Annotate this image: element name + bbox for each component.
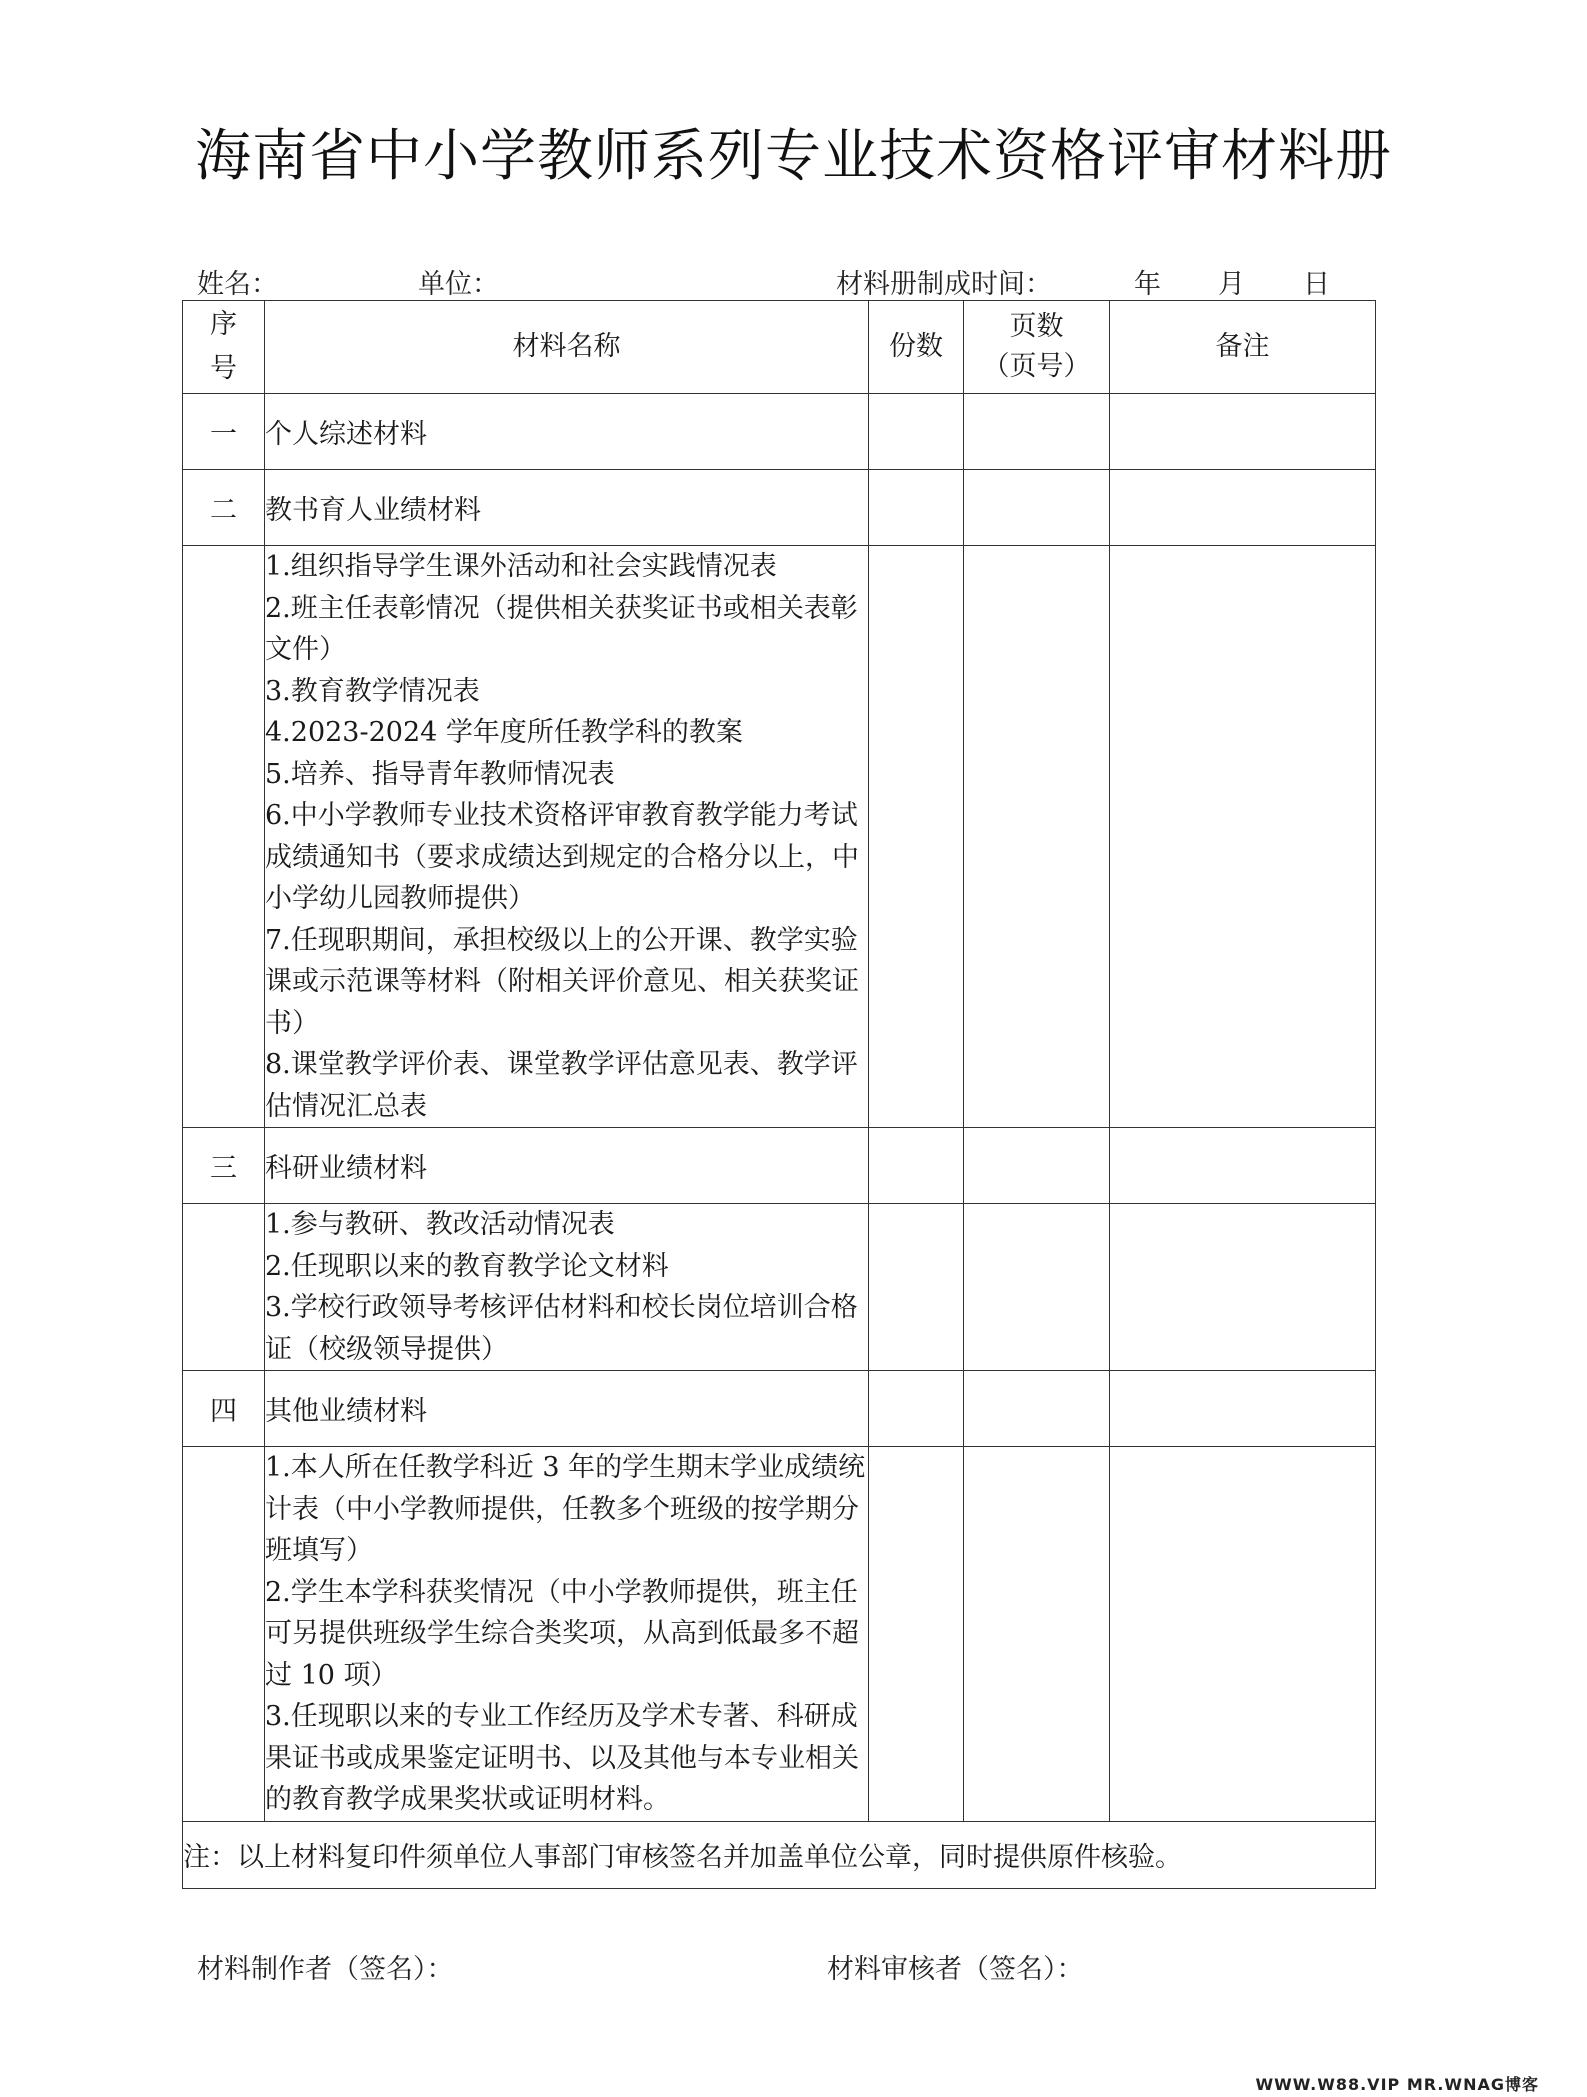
table-row	[183, 1128, 1376, 1204]
pages-cell[interactable]	[964, 1128, 1110, 1204]
copies-cell[interactable]	[869, 1447, 964, 1822]
header-material-name: 材料名称	[265, 301, 869, 394]
maker-signature-label: 材料制作者（签名）：	[197, 1954, 454, 1985]
pages-cell[interactable]	[964, 1447, 1110, 1822]
table-row	[183, 1204, 1376, 1371]
section-seq: 一	[183, 394, 265, 470]
list-item: 3.教育教学情况表	[265, 675, 480, 707]
pages-cell[interactable]	[964, 1204, 1110, 1371]
table-row	[183, 1371, 1376, 1447]
section-seq: 二	[183, 470, 265, 546]
page-title: 海南省中小学教师系列专业技术资格评审材料册	[195, 124, 1392, 189]
remarks-cell[interactable]	[1110, 470, 1376, 546]
list-item: 1.本人所在任教学科近 3 年的学生期末学业成绩统计表（中小学教师提供，任教多个班级的按学期分班填写）	[265, 1452, 866, 1566]
year-label: 年	[1134, 269, 1161, 300]
list-item: 1.参与教研、教改活动情况表	[265, 1209, 615, 1240]
copies-cell[interactable]	[869, 1371, 964, 1447]
table-note: 注：以上材料复印件须单位人事部门审核签名并加盖单位公章，同时提供原件核验。	[183, 1821, 1376, 1888]
header-seq: 序号	[183, 301, 265, 394]
remarks-cell[interactable]	[1110, 1371, 1376, 1447]
section-name: 个人综述材料	[265, 394, 869, 470]
list-item: 7.任现职期间，承担校级以上的公开课、教学实验课或示范课等材料（附相关评价意见、相关获奖证书）	[265, 924, 859, 1039]
month-label: 月	[1218, 269, 1245, 300]
list-item: 3.学校行政领导考核评估材料和校长岗位培训合格证（校级领导提供）	[265, 1292, 858, 1365]
section-name: 教书育人业绩材料	[265, 470, 869, 546]
table-row	[183, 1447, 1376, 1822]
date-label: 材料册制成时间：	[836, 269, 1052, 300]
list-item: 1.组织指导学生课外活动和社会实践情况表	[265, 551, 777, 582]
pages-cell[interactable]	[964, 394, 1110, 470]
unit-label: 单位：	[418, 269, 499, 300]
table-header-row	[183, 301, 1376, 394]
section-seq: 四	[183, 1371, 265, 1447]
list-item: 4.2023-2024 学年度所任教学科的教案	[265, 717, 743, 748]
header-pages	[964, 301, 1110, 394]
blank-seq-cell	[183, 1204, 265, 1371]
header-pages-line2: （页号）	[982, 351, 1091, 382]
remarks-cell[interactable]	[1110, 546, 1376, 1128]
remarks-cell[interactable]	[1110, 1128, 1376, 1204]
section-seq: 三	[183, 1128, 265, 1204]
copies-cell[interactable]	[869, 394, 964, 470]
list-item: 6.中小学教师专业技术资格评审教育教学能力考试成绩通知书（要求成绩达到规定的合格分以上，中小学幼儿园教师提供）	[265, 800, 859, 914]
remarks-cell[interactable]	[1110, 394, 1376, 470]
blank-seq-cell	[183, 546, 265, 1128]
section-items	[265, 1204, 869, 1371]
list-item: 2.任现职以来的教育教学论文材料	[265, 1250, 669, 1282]
remarks-cell[interactable]	[1110, 1204, 1376, 1371]
list-item: 3.任现职以来的专业工作经历及学术专著、科研成果证书或成果鉴定证明书、以及其他与本专业相关的教育教学成果奖状或证明材料。	[265, 1701, 859, 1815]
section-items	[265, 1447, 869, 1822]
name-label: 姓名：	[197, 269, 278, 300]
header-remarks: 备注	[1110, 301, 1376, 394]
list-item: 2.学生本学科获奖情况（中小学教师提供，班主任可另提供班级学生综合类奖项，从高到低最多不超过 10 项）	[265, 1576, 859, 1691]
list-item: 8.课堂教学评价表、课堂教学评估意见表、教学评估情况汇总表	[265, 1049, 858, 1122]
watermark: WWW.W88.VIP MR.WNAG博客	[1255, 2075, 1539, 2094]
blank-seq-cell	[183, 1447, 265, 1822]
copies-cell[interactable]	[869, 1204, 964, 1371]
header-pages-line1: 页数	[1009, 311, 1064, 342]
section-name: 科研业绩材料	[265, 1128, 869, 1204]
section-items	[265, 546, 869, 1128]
list-item: 2.班主任表彰情况（提供相关获奖证书或相关表彰文件）	[265, 592, 858, 665]
pages-cell[interactable]	[964, 1371, 1110, 1447]
day-label: 日	[1303, 269, 1330, 300]
header-copies: 份数	[869, 301, 964, 394]
pages-cell[interactable]	[964, 546, 1110, 1128]
materials-table	[182, 300, 1376, 1889]
table-row	[183, 394, 1376, 470]
section-name: 其他业绩材料	[265, 1371, 869, 1447]
table-row	[183, 546, 1376, 1128]
reviewer-signature-label: 材料审核者（签名）：	[827, 1954, 1084, 1985]
note-row	[183, 1821, 1376, 1888]
list-item: 5.培养、指导青年教师情况表	[265, 758, 615, 790]
pages-cell[interactable]	[964, 470, 1110, 546]
table-row	[183, 470, 1376, 546]
copies-cell[interactable]	[869, 470, 964, 546]
copies-cell[interactable]	[869, 1128, 964, 1204]
copies-cell[interactable]	[869, 546, 964, 1128]
remarks-cell[interactable]	[1110, 1447, 1376, 1822]
